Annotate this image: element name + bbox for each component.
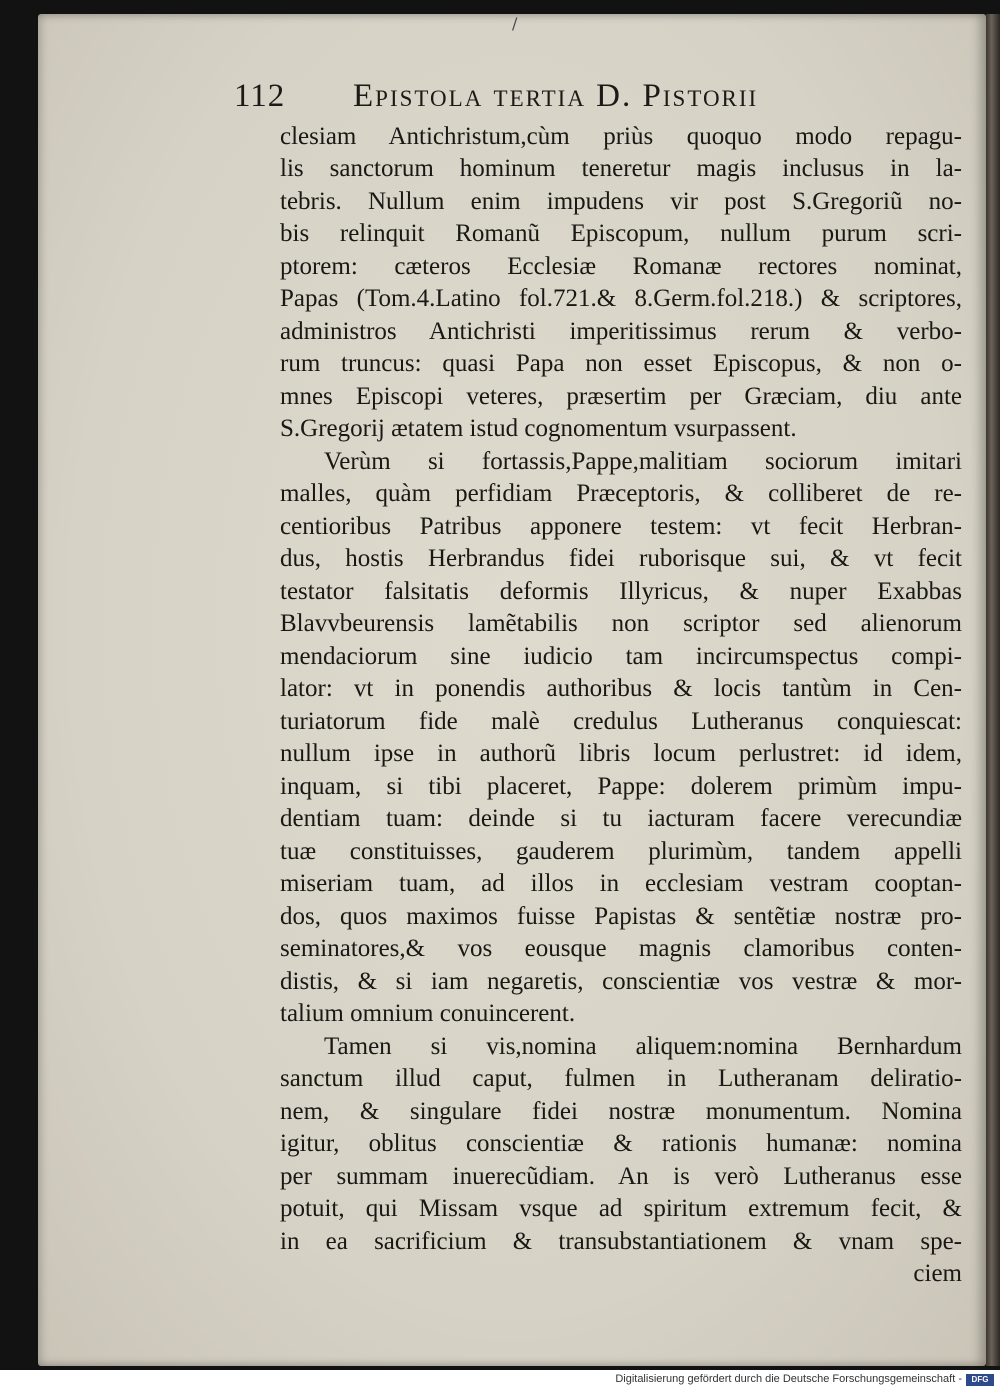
text-line: ptorem: cæteros Ecclesiæ Romanæ rectores nominat, <box>280 253 962 280</box>
text-line: nullum ipse in authorũ libris locum perlustret: id idem, <box>280 740 962 767</box>
text-line: per summam inuerecũdiam. An is verò Lutheranus esse <box>280 1163 962 1190</box>
page-number: 112 <box>234 78 286 114</box>
footer-bar <box>0 1370 1000 1391</box>
text-line: dentiam tuam: deinde si tu iacturam facere verecundiæ <box>280 805 962 832</box>
text-line: Papas (Tom.4.Latino fol.721.& 8.Germ.fol.218.) & scriptores, <box>280 285 962 312</box>
dfg-logo: DFG <box>966 1374 994 1386</box>
text-line: dus, hostis Herbrandus fidei ruborisque sui, & vt fecit <box>280 545 962 572</box>
text-line: administros Antichristi imperitissimus rerum & verbo- <box>280 318 962 345</box>
text-line: tuæ constituisses, gauderem plurimùm, tandem appelli <box>280 838 962 865</box>
text-line: inquam, si tibi placeret, Pappe: dolerem primùm impu- <box>280 773 962 800</box>
text-line: nem, & singulare fidei nostræ monumentum. Nomina <box>280 1098 962 1125</box>
text-line: turiatorum fide malè credulus Lutheranus conquiescat: <box>280 708 962 735</box>
text-line: igitur, oblitus conscientiæ & rationis humanæ: nomina <box>280 1130 962 1157</box>
text-line: bis relinquit Romanũ Episcopum, nullum purum scri- <box>280 220 962 247</box>
text-line: talium omnium conuincerent. <box>280 1000 576 1027</box>
text-line: lator: vt in ponendis authoribus & locis tantùm in Cen- <box>280 675 962 702</box>
text-line: mendaciorum sine iudicio tam incircumspectus compi- <box>280 643 962 670</box>
text-line: dos, quos maximos fuisse Papistas & sentẽtiæ nostræ pro- <box>280 903 962 930</box>
text-line: in ea sacrificium & transubstantiationem & vnam spe- <box>280 1228 962 1255</box>
page-header <box>234 78 974 124</box>
text-line: S.Gregorij ætatem istud cognomentum vsurpassent. <box>280 415 797 442</box>
text-line: tebris. Nullum enim impudens vir post S.Gregoriũ no- <box>280 188 962 215</box>
running-head: Epistola tertia D. Pistorii <box>353 78 759 114</box>
text-line: mnes Episcopi veteres, præsertim per Græciam, diu ante <box>280 383 962 410</box>
text-line: lis sanctorum hominum teneretur magis inclusus in la- <box>280 155 962 182</box>
text-line: miseriam tuam, ad illos in ecclesiam vestram cooptan- <box>280 870 962 897</box>
text-line: Verùm si fortassis,Pappe,malitiam sociorum imitari <box>324 448 962 475</box>
text-line: rum truncus: quasi Papa non esset Episcopus, & non o- <box>280 350 962 377</box>
text-line: Blavvbeurensis lamẽtabilis non scriptor sed alienorum <box>280 610 962 637</box>
body-text <box>280 120 962 1287</box>
book-binding-edge <box>986 14 1000 1366</box>
footer-credit: Digitalisierung gefördert durch die Deutsche Forschungsgemeinschaft - <box>615 1373 962 1385</box>
text-line: Tamen si vis,nomina aliquem:nomina Bernhardum <box>324 1033 962 1060</box>
text-line: sanctum illud caput, fulmen in Lutheranam deliratio- <box>280 1065 962 1092</box>
catchword: ciem <box>913 1260 962 1287</box>
text-line: seminatores,& vos eousque magnis clamoribus conten- <box>280 935 962 962</box>
top-mark: / <box>512 14 518 33</box>
text-line: malles, quàm perfidiam Præceptoris, & colliberet de re- <box>280 480 962 507</box>
text-line: distis, & si iam negaretis, conscientiæ vos vestræ & mor- <box>280 968 962 995</box>
text-line: potuit, qui Missam vsque ad spiritum extremum fecit, & <box>280 1195 962 1222</box>
text-line: centioribus Patribus apponere testem: vt fecit Herbran- <box>280 513 962 540</box>
text-line: testator falsitatis deformis Illyricus, & nuper Exabbas <box>280 578 962 605</box>
text-line: clesiam Antichristum,cùm priùs quoquo modo repagu- <box>280 123 962 150</box>
